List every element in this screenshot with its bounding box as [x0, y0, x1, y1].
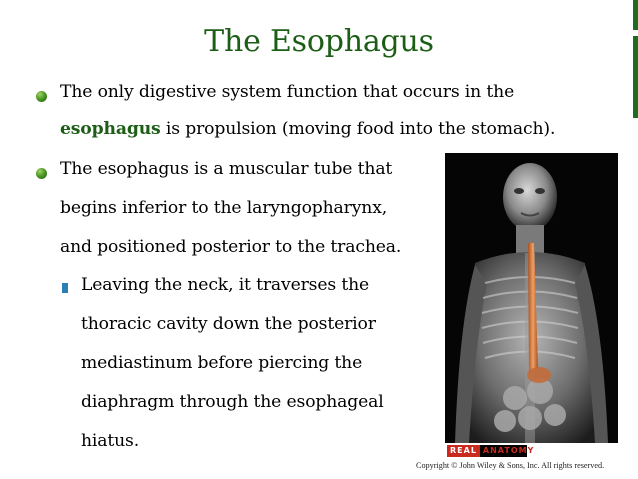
sub-bullet-line-3: mediastinum before piercing the: [81, 353, 363, 373]
head-shape: [503, 163, 557, 231]
bullet-icon: [36, 168, 47, 179]
sub-bullet-line-5: hiatus.: [81, 431, 140, 451]
bullet-1-line-2: [60, 119, 555, 139]
logo-part-real: REAL: [447, 445, 480, 457]
bullet-icon: [36, 91, 47, 102]
sub-bullet-line-2: thoracic cavity down the posterior: [81, 314, 376, 334]
bullet-2-line-1: The esophagus is a muscular tube that: [60, 159, 393, 179]
bullet-2-line-3: and positioned posterior to the trachea.: [60, 237, 402, 257]
sub-bullet-line-4: diaphragm through the esophageal: [81, 392, 384, 412]
sub-bullet-line-1: Leaving the neck, it traverses the: [81, 275, 370, 295]
copyright-notice: Copyright © John Wiley & Sons, Inc. All rights reserved.: [416, 461, 605, 470]
sub-bullet-icon: [62, 283, 68, 293]
bullet-1-line-2-rest: is propulsion (moving food into the stomach).: [160, 119, 556, 139]
slide-title: The Esophagus: [204, 24, 434, 59]
bullet-2-line-2: begins inferior to the laryngopharynx,: [60, 198, 388, 218]
real-anatomy-logo: [447, 445, 535, 457]
torso-illustration: [445, 153, 618, 443]
logo-part-anatomy: ANATOMY: [482, 446, 535, 455]
bullet-1-line-1: The only digestive system function that occurs in the: [60, 82, 515, 102]
keyword-esophagus: esophagus: [60, 119, 161, 139]
anatomy-figure: [445, 153, 618, 443]
